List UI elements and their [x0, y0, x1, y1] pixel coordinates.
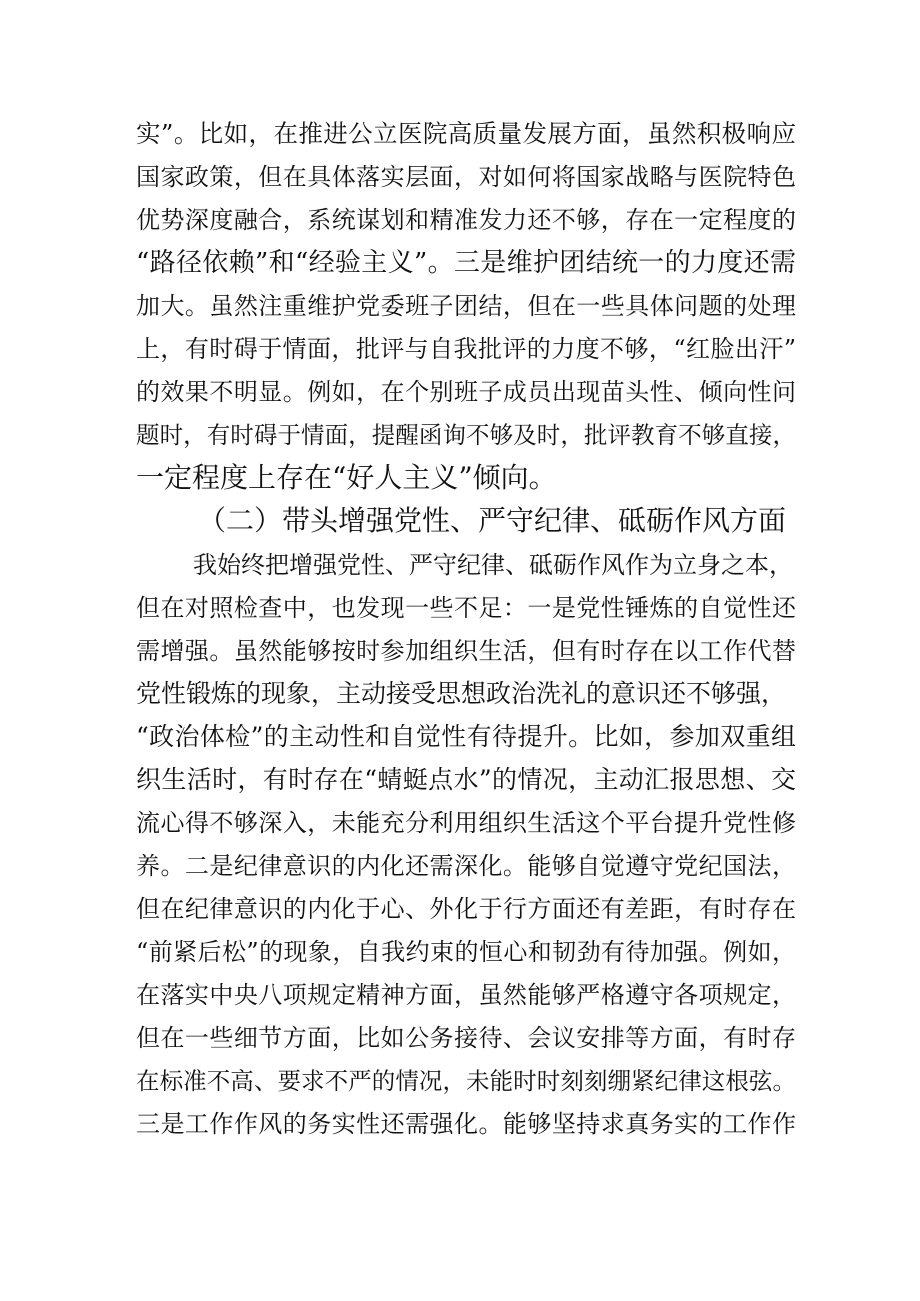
text-line: “政治体检”的主动性和自觉性有待提升。比如，参加双重组 [136, 722, 796, 751]
text-line: 党性锻炼的现象，主动接受思想政治洗礼的意识还不够强， [136, 679, 787, 708]
text-line: 加大。虽然注重维护党委班子团结，但在一些具体问题的处理 [136, 292, 796, 320]
text-line: 上，有时碍于情面，批评与自我批评的力度不够，“红脸出汗” [136, 335, 796, 363]
text-line: 流心得不够深入，未能充分利用组织生活这个平台提升党性修 [136, 809, 796, 837]
text-line: 但在对照检查中，也发现一些不足：一是党性锤炼的自觉性还 [136, 594, 796, 622]
text-line: “路径依赖”和“经验主义”。三是维护团结统一的力度还需 [136, 248, 796, 278]
section-heading: （二）带头增强党性、严守纪律、砥砺作风方面 [198, 504, 787, 537]
text-line: “前紧后松”的现象，自我约束的恒心和韧劲有待加强。例如， [136, 938, 796, 966]
text-line: 在标准不高、要求不严的情况，未能时时刻刻绷紧纪律这根弦。 [136, 1067, 796, 1095]
text-line: 优势深度融合，系统谋划和精准发力还不够，存在一定程度的 [136, 206, 796, 234]
text-line: 养。二是纪律意识的内化还需深化。能够自觉遵守党纪国法， [136, 852, 796, 880]
text-line: 但在纪律意识的内化于心、外化于行方面还有差距，有时存在 [136, 895, 796, 923]
text-line: 但在一些细节方面，比如公务接待、会议安排等方面，有时存 [136, 1024, 796, 1052]
text-line: 在落实中央八项规定精神方面，虽然能够严格遵守各项规定， [136, 981, 796, 1009]
text-line: 国家政策，但在具体落实层面，对如何将国家战略与医院特色 [136, 163, 796, 191]
paragraph-first-line: 我始终把增强党性、严守纪律、砥砺作风作为立身之本， [193, 551, 793, 579]
text-line: 题时，有时碍于情面，提醒函询不够及时，批评教育不够直接， [136, 421, 796, 449]
text-line: 的效果不明显。例如，在个别班子成员出现苗头性、倾向性问 [136, 378, 796, 406]
text-line: 三是工作作风的务实性还需强化。能够坚持求真务实的工作作 [136, 1110, 796, 1138]
paragraph-last-line: 一定程度上存在“好人主义”倾向。 [136, 461, 557, 494]
text-line: 实”。比如，在推进公立医院高质量发展方面，虽然积极响应 [136, 119, 796, 148]
text-line: 需增强。虽然能够按时参加组织生活，但有时存在以工作代替 [136, 637, 796, 665]
text-line: 织生活时，有时存在“蜻蜓点水”的情况，主动汇报思想、交 [136, 765, 796, 794]
